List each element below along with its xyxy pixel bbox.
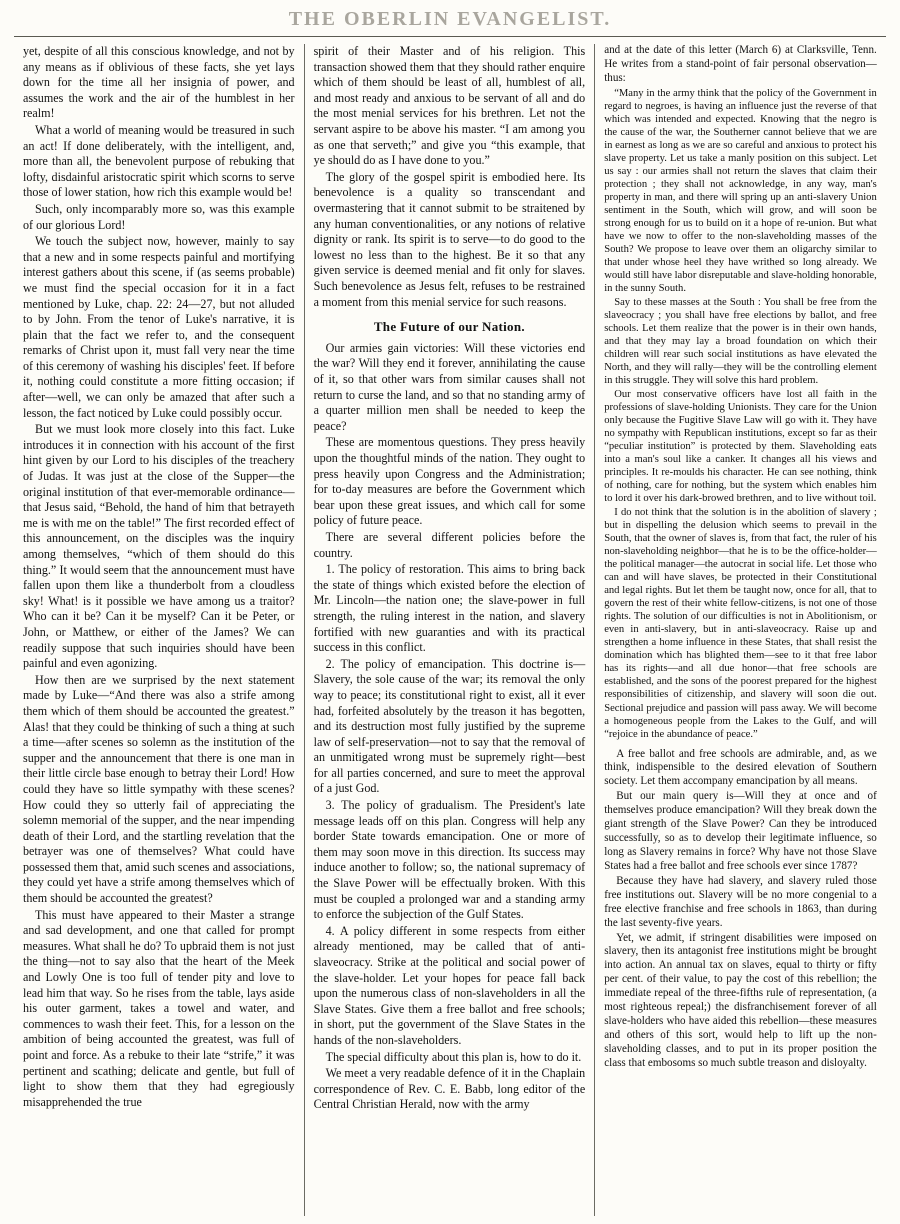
paragraph: We meet a very readable defence of it in the Chaplain correspondence of Rev. C. E. Babb, long editor of the Central Christian Herald, now with the army xyxy=(313,1066,586,1112)
paragraph: Yet, we admit, if stringent disabilities were imposed on slavery, then its antagonist free institutions might be brought into action. An annual tax on slaves, equal to thirty or fifty per cent. of their value, to pay the cost of this rebellion; the immediate repeal of the three-fifths rule of representation, (a most righteous repeal;) the disfranchisement forever of all slave-holders who have aided this rebellion—these measures and others of this sort, would help to lift up the non-slaveholding classes, and to put in its proper position the class that embosoms so much subtle treason and disloyalty. xyxy=(604,931,877,1069)
quoted-letter xyxy=(604,87,877,741)
paragraph: The special difficulty about this plan is, how to do it. xyxy=(325,1049,582,1064)
paragraph: 1. The policy of restoration. This aims to bring back the state of things which existed before the election of Mr. Lincoln—the nation one; the slave-power in full strength, the ruling interest in the nation, and slavery fortified with new guaranties and with its practical success in this conflict. xyxy=(313,562,586,655)
column-one xyxy=(14,44,305,1216)
column-container xyxy=(14,44,886,1216)
paragraph: The glory of the gospel spirit is embodied here. Its benevolence is a quality so transcendant and overmastering that it cannot submit to be straitened by any human conventionalities, or any notions of relative dignity or rank. Its spirit is to serve—to do good to the lowest no less than to the highest. Be it so that any given service is deemed menial and fit only for slaves. Such benevolence as Jesus felt, refuses to be restrained a moment from this menial service for such reasons. xyxy=(313,169,586,309)
quote-paragraph: Say to these masses at the South : You shall be free from the slaveocracy ; you shall have free elections by ballot, and free schools. Let them realize that the power is in their own hands, and that they may lay a broad foundation on which their children will rear such social institutions as have elevated the North, and they will rally—they will be the controlling element in this struggle. They will solve this hard problem. xyxy=(604,297,877,387)
quote-paragraph: “Many in the army think that the policy of the Government in regard to negroes, is having an influence just the reverse of that which was intended and expected. Knowing that the negro is the cause of the war, the Southerner cannot believe that we are in earnest as long as we are so careful and anxious to protect his slave property. Let us take a manly position on this subject. Let us say : our armies shall not return the slaves that claim their protection ; they shall not acknowledge, in any way, man's property in man, and there will spring up an anti-slavery Union sentiment in the South, which will grow, and will soon be strong enough for us to build on it a hope of re-union. But what have we now to offer to the non-slaveholding masses of the South? We propose to leave over them an oligarchy similar to that under whose heel they have writhed so long already. We would still have labor disreputable and slave-holding honorable, in the sunny South. xyxy=(604,87,877,294)
paragraph: We touch the subject now, however, mainly to say that a new and in some respects painful and mortifying interest gathers about this scene, if (as seems probable) we must find the special occasion for it in a fact mentioned by Luke, chap. 22: 24—27, but not alluded to by John. From the tenor of Luke's narrative, it is plain that the fact we refer to, and the consequent remarks of Christ upon it, must fall very near the time of this ceremony of washing his disciples' feet. If before it, nothing could constitute a more fitting occasion; if after—well, we can only be amazed that after such a lesson, the fact noticed by Luke could possibly occur. xyxy=(23,234,295,420)
quote-paragraph: Our most conservative officers have lost all faith in the professions of slave-holding Unionists. They care for the Union only because the Fugitive Slave Law will go with it. They have no sympathy with Republican institutions, except so far as their “peculiar institution” is protected by them. Slaveholding eats into a man's soul like a canker. It changes all his views and principles. It re-moulds his character. He can see nothing, think of nothing, care for nothing, but the system which enables him to lord it over his dark-browed brethren, and to live without toil. xyxy=(604,389,877,505)
paragraph: 2. The policy of emancipation. This doctrine is—Slavery, the sole cause of the war; its removal the only way to peace; its constitutional right to exist, all it ever had, forfeited absolutely by the treason it has begotten, and its destruction most fully justified by the supreme law of self-preservation—not to say that the removal of an unmitigated wrong must be supremely right—best for all parties concerned, and sure to meet the approval of a just God. xyxy=(313,656,586,796)
paragraph: This must have appeared to their Master a strange and sad development, and one that called for prompt measures. What shall he do? To upbraid them is not just the thing—not to say also that the heart of the Meek and Lowly One is too full of tender pity and love to lead him that way. So he rises from the table, lays aside his outer garment, takes a towel and water, and commences to wash their feet. This, for a lesson on the ambition of being accounted the greatest, was full of point and force. As a rebuke to their late “strife,” it was pertinent and scathing; delicate and gentle, but full of light to show them that they had egregiously misapprehended the true xyxy=(23,907,295,1109)
paragraph: There are several different policies before the country. xyxy=(313,529,586,560)
paragraph: But our main query is—Will they at once and of themselves produce emancipation? Will they break down the giant strength of the Slave Power? Can they be introduced successfully, so as to develop their legitimate influence, so long as Slavery remains in force? Why have not those Slave States had a free ballot and free schools ever since 1787? xyxy=(604,790,877,872)
masthead-title: THE OBERLIN EVANGELIST. xyxy=(288,8,612,30)
paragraph: 3. The policy of gradualism. The President's late message leads off on this plan. Congress will help any border State towards emancipation. One or more of them may soon move in this direction. Its success may induce another to follow; so, the national supremacy of the Slave Power will be effectually broken. With this must be coupled a prolonged war and a standing army to enforce the subjection of the Gulf States. xyxy=(313,798,586,922)
paragraph: Our armies gain victories: Will these victories end the war? Will they end it forever, annihilating the cause of it, so that other wars from similar causes shall not return to curse the land, and so that no standing army of a quarter million men shall be needed to keep the peace? xyxy=(313,340,586,433)
paragraph: These are momentous questions. They press heavily upon the thoughtful minds of the nation. They ought to press heavily upon Congress and the Administration; for to-day measures are before the Government which bear upon these great issues, and which call for some policy of future peace. xyxy=(313,435,586,528)
masthead-rule xyxy=(14,36,886,37)
section-heading: The Future of our Nation. xyxy=(373,319,525,335)
column-two xyxy=(305,44,596,1216)
paragraph: 4. A policy different in some respects from either already mentioned, may be called that of anti-slaveocracy. Strike at the political and social power of the slave-holder. Let your hopes for peace fall back upon the numerous class of non-slaveholders in all the Slave States. Give them a free ballot and free schools; in short, put the government of the Slave States in the hands of the non-slaveholders. xyxy=(313,923,586,1047)
paragraph: A free ballot and free schools are admirable, and, as we think, indispensible to the desired elevation of Southern society. Let them accompany emancipation by all means. xyxy=(604,747,877,788)
paragraph: Such, only incomparably more so, was this example of our glorious Lord! xyxy=(23,201,295,232)
paragraph: What a world of meaning would be treasured in such an act! If done deliberately, with the intelligent, and, more than all, the benevolent purpose of rebuking that lofty, disdainful aristocratic spirit which scorns to serve those of lower station, how rich this example would be! xyxy=(23,122,295,200)
paragraph: Because they have had slavery, and slavery ruled those free institutions out. Slavery will be no more congenial to a free elective franchise and free schools in 1863, than during the last seventy-five years. xyxy=(604,874,877,929)
paragraph: and at the date of this letter (March 6) at Clarksville, Tenn. He writes from a stand-point of fair personal observation—thus: xyxy=(604,44,877,84)
column-three xyxy=(595,44,886,1216)
paragraph: But we must look more closely into this fact. Luke introduces it in connection with his account of the first hint given by our Lord to his disciples of the treachery of Judas. It was just at the close of the Supper—the original institution of that ever-memorable ordinance—that Jesus said, “Behold, the hand of him that betrayeth me is with me on the table!” The first recorded effect of this announcement, on the disciples was the inquiry among themselves, “which of them should do this thing.” It would seem that the announcement must have fallen upon them like a thunderbolt from a cloudless sky! What! is it possible we have among us a traitor? Who can it be? Can it be myself? Can it be Peter, or John, or Matthew, or either of the James? We can readily suppose that such inquiries should have been painful and even agonizing. xyxy=(23,422,295,671)
paragraph: yet, despite of all this conscious knowledge, and not by any means as if oblivious of these facts, she yet lays down for the time all her insignia of power, and assumes the work and the air of the humblest in her realm! xyxy=(23,44,295,121)
paragraph: How then are we surprised by the next statement made by Luke—“And there was also a strife among them which of them should be accounted the greatest.” Alas! that they could be thinking of such a thing at such a time—after scenes so solemn as the institution of the supper and the announcement that there is one man in their little circle base enough to betray their Lord! How could they have so little sympathy with these scenes? How could they so utterly fail of appreciating the solemn memorial of the supper, and the near impending death of their Lord, and the startling revelation that the betrayer was one of themselves? What could have possessed them that, amid such scenes and associations, they could yet have a strife among themselves which of them should be accounted the greatest? xyxy=(23,672,295,906)
paragraph: spirit of their Master and of his religion. This transaction showed them that they should rather enquire which of them should be least of all, humblest of all, and most ready and anxious to be servant of all and do the most menial services for his brethren. Let not the servant aspire to be above his master. “I am among you as one that serveth;” and give you “this example, that ye should do as I have done to you.” xyxy=(313,44,586,168)
quote-paragraph: I do not think that the solution is in the abolition of slavery ; but in dispelling the delusion which seems to prevail in the South, that the owner of slaves is, from that fact, the ruler of his non-slaveholding neighbor—that he is to be the office-holder—the political manager—the autocrat in social life. Let those who can and will have slaves, be protected in their Constitutional and legal rights. But let them be taught now, once for all, that to govern the rest of their white fellow-citizens, is not one of those rights. The solution of our difficulties is not in Abolitionism, or even in anti-slavery, but in anti-slaveocracy. Raise up and strengthen a home influence in these States, that shall resist the domination which has blighted them—see to it that free labor has its rights—and all due honor—that free schools are established, and the sons of the poorest prepared for the highest responsibilities of citizenship, and slavery will soon die out. Sectional prejudice and passion will pass away. We will become a homogeneous people from the Lakes to the Gulf, and will “rejoice in the abundance of peace.” xyxy=(604,507,877,740)
